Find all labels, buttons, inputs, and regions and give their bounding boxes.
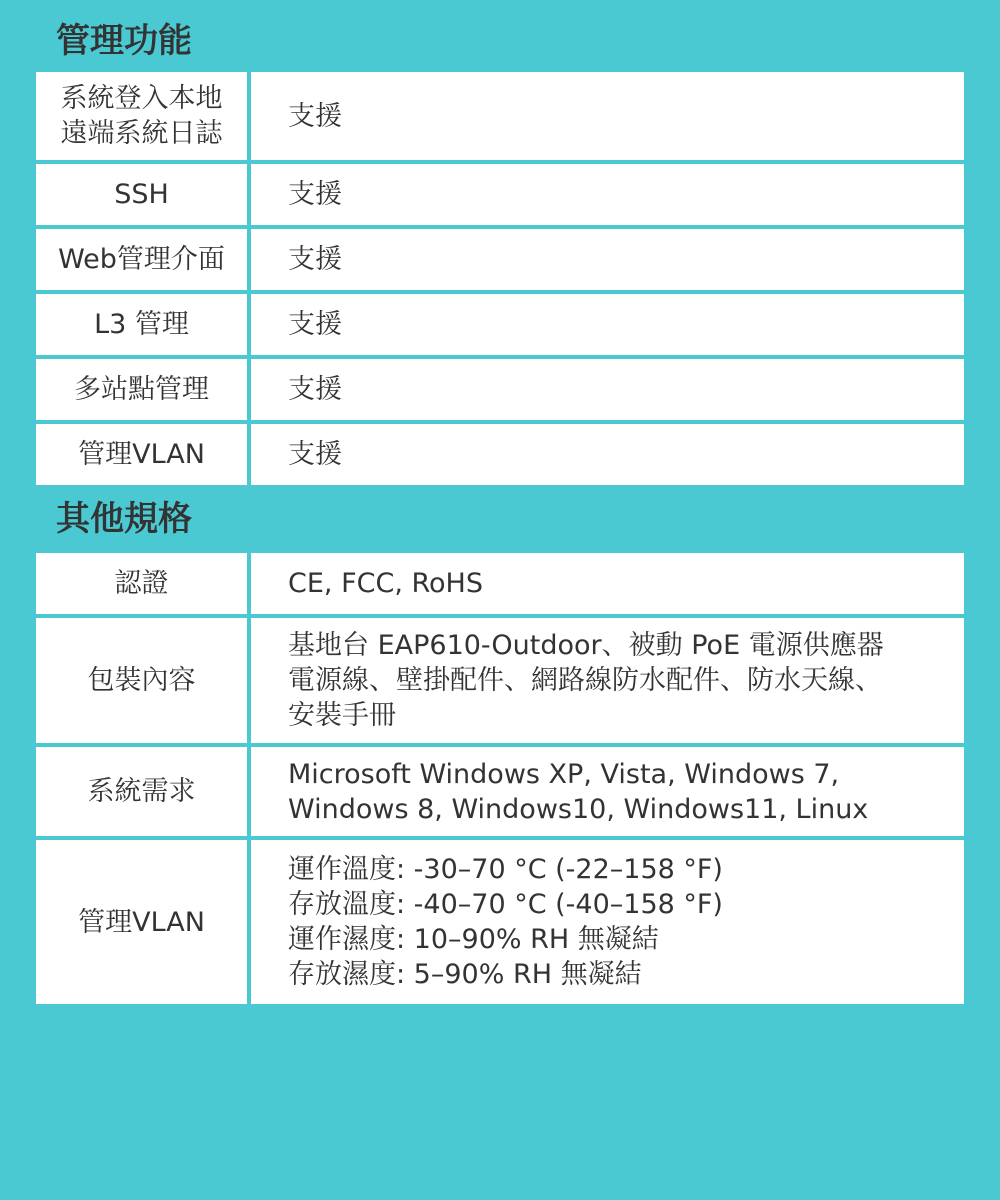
- row-label: 管理VLAN: [36, 840, 247, 1004]
- other-spec-table: [36, 553, 964, 1004]
- table-row: [36, 424, 964, 485]
- table-row: [36, 359, 964, 420]
- row-value: Microsoft Windows XP, Vista, Windows 7, Windows 8, Windows10, Windows11, Linux: [251, 747, 964, 836]
- table-row: [36, 72, 964, 160]
- row-label: 系統需求: [36, 747, 247, 836]
- table-row: [36, 294, 964, 355]
- row-value: CE, FCC, RoHS: [251, 553, 964, 614]
- table-row: [36, 164, 964, 225]
- row-value: 支援: [251, 424, 964, 485]
- row-label: 系統登入本地 遠端系統日誌: [36, 72, 247, 160]
- row-value: 運作溫度: -30–70 °C (-22–158 °F) 存放溫度: -40–70 °C (-40–158 °F) 運作濕度: 10–90% RH 無凝結 存放濕度: 5–90% RH 無凝結: [251, 840, 964, 1004]
- section-title-management: 管理功能: [56, 21, 192, 61]
- row-value: 基地台 EAP610-Outdoor、被動 PoE 電源供應器 電源線、壁掛配件、網路線防水配件、防水天線、 安裝手冊: [251, 618, 964, 743]
- row-value: 支援: [251, 229, 964, 290]
- table-row: [36, 553, 964, 614]
- row-value: 支援: [251, 164, 964, 225]
- row-value: 支援: [251, 359, 964, 420]
- table-row: [36, 747, 964, 836]
- row-label: 包裝內容: [36, 618, 247, 743]
- section-title-other-specs: 其他規格: [56, 499, 192, 539]
- row-value: 支援: [251, 72, 964, 160]
- row-label: 管理VLAN: [36, 424, 247, 485]
- table-row: [36, 229, 964, 290]
- row-label: SSH: [36, 164, 247, 225]
- row-label: Web管理介面: [36, 229, 247, 290]
- table-row: [36, 840, 964, 1004]
- row-label: L3 管理: [36, 294, 247, 355]
- management-spec-table: [36, 72, 964, 485]
- row-label: 多站點管理: [36, 359, 247, 420]
- row-value: 支援: [251, 294, 964, 355]
- table-row: [36, 618, 964, 743]
- row-label: 認證: [36, 553, 247, 614]
